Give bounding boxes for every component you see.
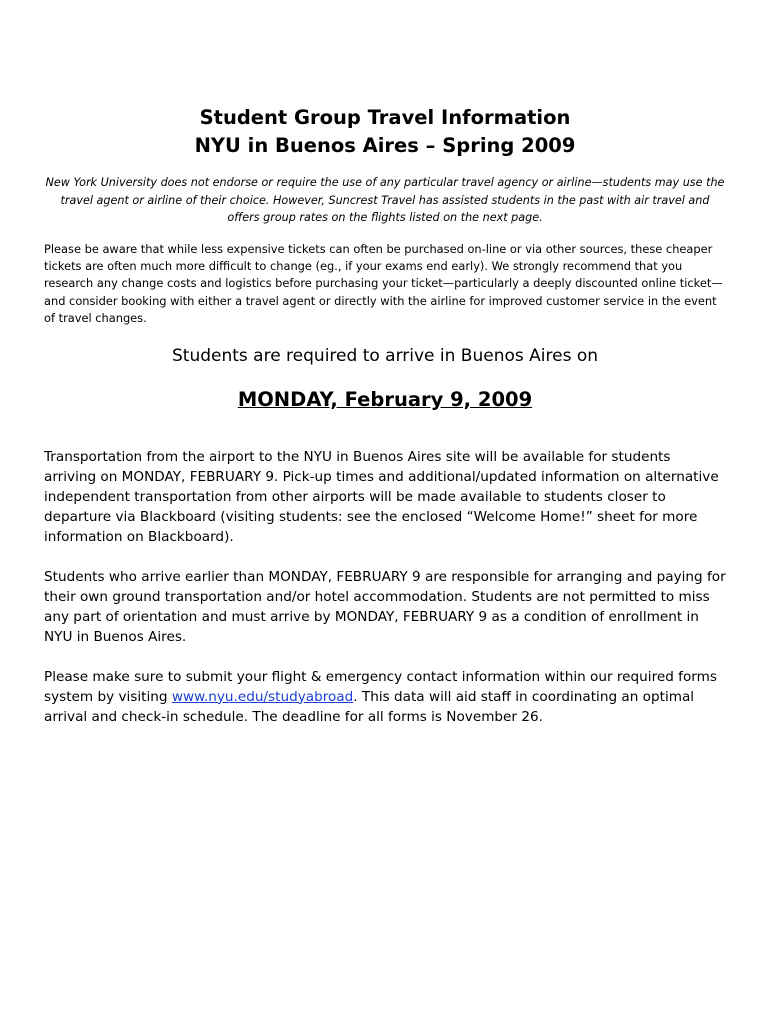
study-abroad-link[interactable]: www.nyu.edu/studyabroad xyxy=(171,688,354,705)
arrival-date: MONDAY, February 9, 2009 xyxy=(237,387,533,411)
early-arrival-paragraph: Students who arrive earlier than MONDAY, FEBRUARY 9 are responsible for arranging and paying for their own ground transportation and/or hotel accommodation. Students are not permitted to miss any part of orientation and must arrive by MONDAY, FEBRUARY 9 as a condition of enrollment in NYU in Buenos Aires. xyxy=(44,568,726,645)
forms-text-before-link: Please make sure to submit your flight & emergency contact information within our required forms system by visiting xyxy=(44,668,717,705)
title-block xyxy=(44,104,726,160)
arrival-intro: Students are required to arrive in Buenos Aires on xyxy=(171,345,599,366)
document-title-line-1: Student Group Travel Information xyxy=(199,106,571,129)
forms-paragraph xyxy=(44,667,726,727)
advisory-paragraph: Please be aware that while less expensive tickets can often be purchased on-line or via other sources, these cheaper tickets are often much more difficult to change (eg., if your exams end early). We strongly recommend that you research any change costs and logistics before purchasing your ticket—particularly a deeply discounted online ticket—and consider booking with either a travel agent or directly with the airline for improved customer service in the event of travel changes. xyxy=(44,241,723,326)
forms-text-after-link: . This data will aid staff in coordinating an optimal arrival and check-in schedule. The deadline for all forms is November 26. xyxy=(44,688,695,725)
transportation-paragraph: Transportation from the airport to the NYU in Buenos Aires site will be available for students arriving on MONDAY, FEBRUARY 9. Pick-up times and additional/updated information on alternative independent transportation from other airports will be made available to students closer to departure via Blackboard (visiting students: see the enclosed “Welcome Home!” sheet for more information on Blackboard). xyxy=(44,448,719,545)
document-title-line-2: NYU in Buenos Aires – Spring 2009 xyxy=(194,134,576,157)
disclaimer-note: New York University does not endorse or require the use of any particular travel agency or airline—students may use the travel agent or airline of their choice. However, Suncrest Travel has assisted students in the past with air travel and offers group rates on the flights listed on the next page. xyxy=(45,176,725,224)
